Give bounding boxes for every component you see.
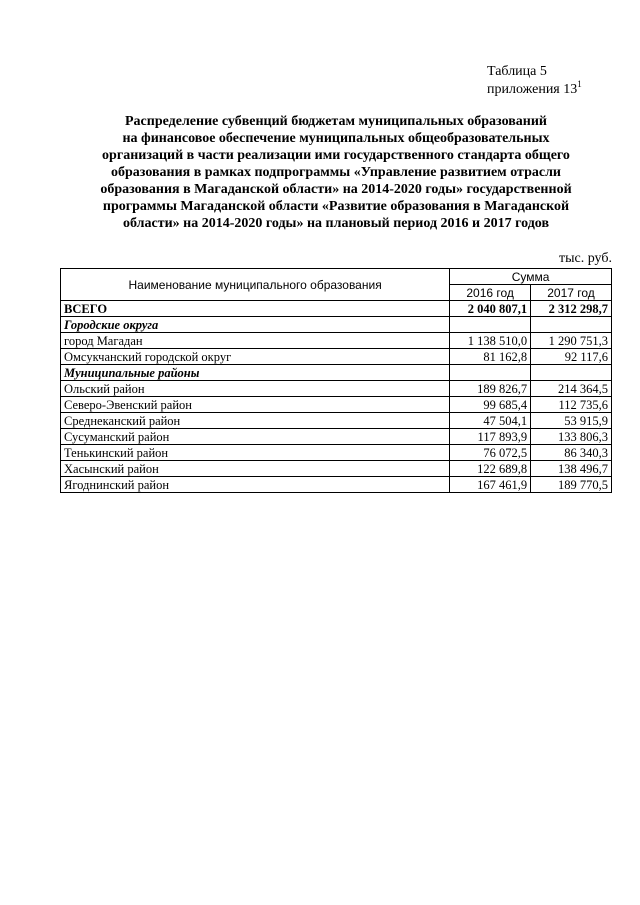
value-2017: 189 770,5 — [531, 477, 612, 493]
total-2016: 2 040 807,1 — [450, 301, 531, 317]
group-header-row — [61, 365, 612, 381]
value-2017: 53 915,9 — [531, 413, 612, 429]
table-row — [61, 429, 612, 445]
value-2017: 133 806,3 — [531, 429, 612, 445]
column-header-sum: Сумма — [450, 269, 612, 285]
appendix-label: приложения 13 — [487, 82, 578, 97]
empty-cell — [450, 317, 531, 333]
total-2017: 2 312 298,7 — [531, 301, 612, 317]
column-header-name: Наименование муниципального образования — [61, 269, 450, 301]
table-row — [61, 445, 612, 461]
value-2016: 47 504,1 — [450, 413, 531, 429]
appendix-reference — [487, 81, 582, 99]
title-line: образования в рамках подпрограммы «Управление развитием отрасли — [110, 165, 562, 180]
table-row — [61, 349, 612, 365]
value-2017: 214 364,5 — [531, 381, 612, 397]
title-line: организаций в части реализации ими государственного стандарта общего — [102, 148, 570, 163]
municipality-name: Ягоднинский район — [61, 477, 450, 493]
group-label: Городские округа — [61, 317, 450, 333]
municipality-name: Тенькинский район — [61, 445, 450, 461]
value-2016: 1 138 510,0 — [450, 333, 531, 349]
value-2016: 117 893,9 — [450, 429, 531, 445]
subvention-table — [60, 268, 612, 493]
title-line: образования в Магаданской области» на 2014-2020 годы» государственной — [100, 182, 572, 197]
table-number: Таблица 5 — [487, 64, 547, 79]
value-2017: 1 290 751,3 — [531, 333, 612, 349]
table-row — [61, 381, 612, 397]
total-label: ВСЕГО — [61, 301, 450, 317]
empty-cell — [531, 317, 612, 333]
unit-label: тыс. руб. — [559, 251, 612, 266]
document-title — [60, 113, 612, 232]
value-2016: 167 461,9 — [450, 477, 531, 493]
title-line: Распределение субвенций бюджетам муниципальных образований — [125, 114, 547, 129]
municipality-name: Хасынский район — [61, 461, 450, 477]
value-2016: 122 689,8 — [450, 461, 531, 477]
table-reference — [487, 63, 582, 99]
empty-cell — [450, 365, 531, 381]
table-row — [61, 397, 612, 413]
table-row — [61, 413, 612, 429]
municipality-name: Сусуманский район — [61, 429, 450, 445]
value-2017: 92 117,6 — [531, 349, 612, 365]
total-row — [61, 301, 612, 317]
group-header-row — [61, 317, 612, 333]
value-2017: 138 496,7 — [531, 461, 612, 477]
table-header-row — [61, 269, 612, 285]
municipality-name: Ольский район — [61, 381, 450, 397]
column-header-2017: 2017 год — [531, 285, 612, 301]
title-line: области» на 2014-2020 годы» на плановый период 2016 и 2017 годов — [122, 216, 550, 231]
municipality-name: Омсукчанский городской округ — [61, 349, 450, 365]
title-line: на финансовое обеспечение муниципальных общеобразовательных — [122, 131, 550, 146]
table-row — [61, 333, 612, 349]
municipality-name: Среднеканский район — [61, 413, 450, 429]
value-2017: 86 340,3 — [531, 445, 612, 461]
value-2016: 81 162,8 — [450, 349, 531, 365]
column-header-2016: 2016 год — [450, 285, 531, 301]
value-2016: 189 826,7 — [450, 381, 531, 397]
value-2016: 99 685,4 — [450, 397, 531, 413]
municipality-name: город Магадан — [61, 333, 450, 349]
table-row — [61, 461, 612, 477]
value-2017: 112 735,6 — [531, 397, 612, 413]
empty-cell — [531, 365, 612, 381]
value-2016: 76 072,5 — [450, 445, 531, 461]
municipality-name: Северо-Эвенский район — [61, 397, 450, 413]
table-row — [61, 477, 612, 493]
appendix-superscript: 1 — [577, 79, 582, 89]
title-line: программы Магаданской области «Развитие образования в Магаданской — [102, 199, 570, 214]
group-label: Муниципальные районы — [61, 365, 450, 381]
